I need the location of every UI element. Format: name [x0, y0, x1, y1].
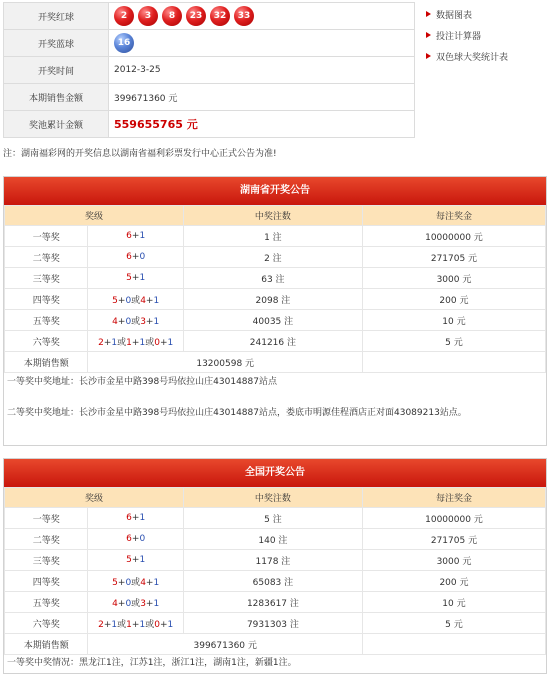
pattern-part: + [131, 555, 140, 565]
winner-count: 241216 注 [183, 331, 362, 352]
prize-level: 四等奖 [5, 289, 88, 310]
table-row [5, 529, 546, 550]
pattern-part: + [117, 295, 126, 306]
pattern-part: 1 [153, 316, 160, 327]
prize-amount: 271705 元 [362, 247, 545, 268]
table-row [5, 268, 546, 289]
pattern-part: 4 [140, 295, 146, 306]
prize-amount: 3000 元 [362, 268, 545, 289]
pattern-part: 2 [98, 337, 104, 348]
pattern-part: + [103, 337, 112, 348]
red-ball: 2 [114, 6, 134, 26]
col-prize: 每注奖金 [362, 206, 545, 226]
prize-level: 三等奖 [5, 268, 88, 289]
side-links [426, 6, 546, 69]
pattern-part: 0 [154, 337, 160, 348]
pattern-part: 4 [112, 316, 118, 327]
prize-level: 三等奖 [5, 550, 88, 571]
pool-amount: 559655765 元 [114, 118, 198, 131]
pattern-part: + [159, 619, 168, 630]
col-count: 中奖注数 [183, 206, 362, 226]
red-ball: 33 [234, 6, 254, 26]
col-prize: 每注奖金 [362, 488, 545, 508]
pattern-part: 6 [126, 513, 132, 523]
match-pattern [88, 550, 183, 571]
winner-count: 2 注 [183, 247, 362, 268]
hunan-title: 湖南省开奖公告 [4, 177, 546, 205]
prize-amount: 5 元 [362, 331, 545, 352]
blue-ball-label: 开奖蓝球 [4, 30, 109, 57]
red-balls-label: 开奖红球 [4, 3, 109, 30]
pattern-part: + [117, 598, 126, 609]
jackpot-stats-link[interactable]: 双色球大奖统计表 [426, 48, 546, 69]
prize-level: 六等奖 [5, 331, 88, 352]
first-prize-summary: 一等奖中奖情况：黑龙江1注，江苏1注，浙江1注，湖南1注，新疆1注。 [7, 658, 297, 668]
national-announcement [3, 458, 547, 674]
prize-amount: 10000000 元 [362, 508, 545, 529]
pattern-part: 2 [98, 619, 104, 630]
draw-date: 2012-3-25 [109, 57, 415, 84]
pattern-part: 或 [145, 619, 155, 630]
prize-amount: 200 元 [362, 571, 545, 592]
data-chart-link[interactable]: 数据图表 [426, 6, 546, 27]
pattern-part: 1 [139, 555, 146, 565]
pattern-part: + [131, 513, 140, 523]
col-count: 中奖注数 [183, 488, 362, 508]
pattern-part: + [131, 252, 140, 262]
pattern-part: 或 [131, 598, 141, 609]
pattern-part: + [131, 231, 140, 241]
hunan-announcement [3, 176, 547, 446]
pattern-part: 4 [140, 577, 146, 588]
pattern-part: 或 [131, 577, 141, 588]
table-row [5, 331, 546, 352]
table-row [5, 508, 546, 529]
pattern-part: 0 [125, 577, 132, 588]
winner-count: 63 注 [183, 268, 362, 289]
pattern-part: 或 [131, 316, 141, 327]
prize-amount: 5 元 [362, 613, 545, 634]
pattern-part: 6 [126, 231, 132, 241]
red-ball: 8 [162, 6, 182, 26]
pattern-part: 3 [140, 598, 146, 609]
match-pattern [88, 310, 183, 331]
pattern-part: 0 [139, 534, 146, 544]
triangle-bullet-icon [426, 11, 431, 17]
red-ball: 3 [138, 6, 158, 26]
hunan-prize-table [4, 205, 546, 373]
pattern-part: 3 [140, 316, 146, 327]
pattern-part: 1 [167, 619, 174, 630]
blue-balls [109, 30, 415, 57]
match-pattern [88, 592, 183, 613]
winner-count: 65083 注 [183, 571, 362, 592]
winner-count: 40035 注 [183, 310, 362, 331]
table-row [5, 571, 546, 592]
match-pattern [88, 247, 183, 268]
table-row [5, 310, 546, 331]
pattern-part: 1 [126, 619, 132, 630]
table-row [5, 289, 546, 310]
pattern-part: 或 [117, 619, 127, 630]
match-pattern [88, 289, 183, 310]
draw-info-table [3, 2, 415, 138]
pattern-part: 或 [145, 337, 155, 348]
pattern-part: 4 [112, 598, 118, 609]
pattern-part: 5 [112, 295, 118, 306]
prize-level: 二等奖 [5, 529, 88, 550]
pattern-part: 6 [126, 252, 132, 262]
col-level: 奖级 [5, 488, 184, 508]
pattern-part: 1 [111, 337, 118, 348]
pattern-part: 1 [153, 295, 160, 306]
pattern-part: 0 [125, 598, 132, 609]
pattern-part: 1 [139, 231, 146, 241]
table-row [5, 592, 546, 613]
winner-count: 5 注 [183, 508, 362, 529]
first-prize-address: 一等奖中奖地址：长沙市金星中路398号玛依拉山庄43014887站点 [7, 377, 277, 387]
match-pattern [88, 613, 183, 634]
pattern-part: 6 [126, 534, 132, 544]
winner-count: 1 注 [183, 226, 362, 247]
pattern-part: + [159, 337, 168, 348]
pattern-part: 1 [139, 337, 146, 348]
prize-amount: 10000000 元 [362, 226, 545, 247]
sales-label: 本期销售金额 [4, 84, 109, 111]
match-pattern [88, 529, 183, 550]
pattern-part: 1 [139, 513, 146, 523]
disclaimer-note: 注：湖南福彩网的开奖信息以湖南省福利彩票发行中心正式公告为准! [3, 149, 277, 159]
red-ball: 32 [210, 6, 230, 26]
pattern-part: + [131, 337, 140, 348]
pattern-part: + [131, 273, 140, 283]
triangle-bullet-icon [426, 32, 431, 38]
sales-row-value: 13200598 元 [88, 352, 362, 373]
sales-row-value: 399671360 元 [88, 634, 362, 655]
pattern-part: 5 [126, 555, 132, 565]
col-level: 奖级 [5, 206, 184, 226]
pattern-part: 或 [117, 337, 127, 348]
pattern-part: 1 [139, 619, 146, 630]
pattern-part: 或 [131, 295, 141, 306]
pattern-part: + [145, 598, 154, 609]
winner-count: 140 注 [183, 529, 362, 550]
match-pattern [88, 508, 183, 529]
match-pattern [88, 571, 183, 592]
prize-amount: 10 元 [362, 592, 545, 613]
table-row [5, 226, 546, 247]
sales-amount: 399671360 元 [109, 84, 415, 111]
winner-count: 1178 注 [183, 550, 362, 571]
pattern-part: + [117, 316, 126, 327]
sales-row-label: 本期销售额 [5, 634, 88, 655]
red-ball: 23 [186, 6, 206, 26]
winner-count: 7931303 注 [183, 613, 362, 634]
pattern-part: + [131, 619, 140, 630]
winner-count: 1283617 注 [183, 592, 362, 613]
red-balls [109, 3, 415, 30]
pattern-part: 1 [126, 337, 132, 348]
prize-level: 一等奖 [5, 508, 88, 529]
match-pattern [88, 226, 183, 247]
pattern-part: 0 [154, 619, 160, 630]
blue-ball: 16 [114, 33, 134, 53]
pattern-part: + [145, 295, 154, 306]
winner-count: 2098 注 [183, 289, 362, 310]
pattern-part: + [145, 577, 154, 588]
pattern-part: 5 [126, 273, 132, 283]
table-row [5, 247, 546, 268]
table-row [5, 550, 546, 571]
prize-level: 二等奖 [5, 247, 88, 268]
match-pattern [88, 268, 183, 289]
prize-level: 六等奖 [5, 613, 88, 634]
prize-amount: 3000 元 [362, 550, 545, 571]
match-pattern [88, 331, 183, 352]
triangle-bullet-icon [426, 53, 431, 59]
national-prize-table [4, 487, 546, 655]
prize-amount: 271705 元 [362, 529, 545, 550]
pattern-part: 0 [125, 295, 132, 306]
prize-amount: 10 元 [362, 310, 545, 331]
pattern-part: 1 [153, 577, 160, 588]
sales-row-label: 本期销售额 [5, 352, 88, 373]
pattern-part: 1 [153, 598, 160, 609]
prize-amount: 200 元 [362, 289, 545, 310]
pattern-part: 1 [111, 619, 118, 630]
pattern-part: + [131, 534, 140, 544]
pattern-part: 1 [139, 273, 146, 283]
pattern-part: 5 [112, 577, 118, 588]
draw-date-label: 开奖时间 [4, 57, 109, 84]
table-row [5, 613, 546, 634]
pattern-part: + [117, 577, 126, 588]
pattern-part: 1 [167, 337, 174, 348]
prize-level: 五等奖 [5, 592, 88, 613]
pattern-part: + [145, 316, 154, 327]
pool-label: 奖池累计金额 [4, 111, 109, 138]
prize-level: 四等奖 [5, 571, 88, 592]
prize-level: 一等奖 [5, 226, 88, 247]
bet-calculator-link[interactable]: 投注计算器 [426, 27, 546, 48]
prize-level: 五等奖 [5, 310, 88, 331]
pattern-part: + [103, 619, 112, 630]
pattern-part: 0 [139, 252, 146, 262]
national-title: 全国开奖公告 [4, 459, 546, 487]
pattern-part: 0 [125, 316, 132, 327]
second-prize-address: 二等奖中奖地址：长沙市金星中路398号玛依拉山庄43014887站点，娄底市明源佳程酒店正对面43089213站点。 [7, 408, 467, 418]
